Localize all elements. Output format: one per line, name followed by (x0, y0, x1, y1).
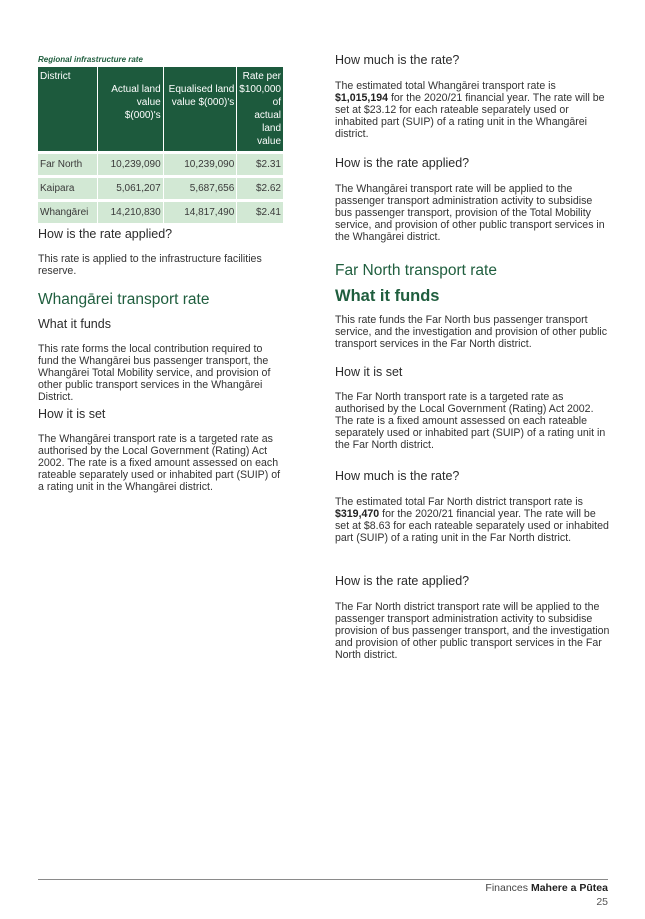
left-funds-text: This rate forms the local contribution required to fund the Whangārei bus passenger transport, the Whangārei Total Mobility service, and provision of other public transport services in the Whangārei District. (38, 343, 271, 403)
far-north-transport-heading: Far North transport rate (335, 262, 497, 279)
right-applied2-text: The Far North district transport rate will be applied to the passenger transport administration activity to subsidise provision of bus passenger transport, and the investigation and provision of other public transport services in the Far North district. (335, 601, 610, 661)
right-much-text: The estimated total Whangārei transport rate is $1,015,194 for the 2020/21 financial year. The rate will be set at $23.12 for each rateable separately used or inhabited part (SUIP) of a rating unit in the Whangārei district. (335, 80, 605, 140)
whangarei-transport-heading: Whangārei transport rate (38, 291, 210, 308)
header-rate-per-100000: Rate per $100,000 of actual land value (237, 67, 283, 153)
cell-rate: $2.62 (237, 177, 283, 201)
header-district: District (38, 67, 97, 153)
cell-equalised: 10,239,090 (163, 153, 237, 177)
left-applied-text: This rate is applied to the infrastructure facilities reserve. (38, 253, 262, 277)
right-set-heading: How it is set (335, 365, 403, 379)
right-much2-heading: How much is the rate? (335, 469, 460, 483)
cell-actual: 5,061,207 (97, 177, 163, 201)
table-row (38, 201, 283, 224)
header-actual-land-value: Actual land value $(000)'s (97, 67, 163, 153)
right-funds-heading: What it funds (335, 287, 440, 305)
right-applied-text: The Whangārei transport rate will be applied to the passenger transport administration activity to subsidise bus passenger transport, provision of the Total Mobility service, and provision of other public transport services in the Whangārei district. (335, 183, 605, 243)
far-north-amount: $319,470 (335, 508, 380, 520)
footer-divider (38, 879, 608, 880)
right-much2-text: The estimated total Far North district transport rate is $319,470 for the 2020/21 financial year. The rate will be set at $8.63 for each rateable separately used or inhabited part (SUIP) of a rating unit in the Far North district. (335, 496, 609, 544)
header-equalised-land-value: Equalised land value $(000)'s (163, 67, 237, 153)
cell-district: Far North (38, 153, 97, 177)
cell-district: Kaipara (38, 177, 97, 201)
left-set-heading: How it is set (38, 407, 106, 421)
cell-equalised: 14,817,490 (163, 201, 237, 224)
right-much-heading: How much is the rate? (335, 53, 460, 67)
right-applied-heading: How is the rate applied? (335, 156, 470, 170)
footer-section: Finances Mahere a Pūtea (485, 882, 608, 894)
cell-district: Whangārei (38, 201, 97, 224)
right-set-text: The Far North transport rate is a targeted rate as authorised by the Local Government (Rating) Act 2002. The rate is a fixed amount assessed on each rateable separately used or inhabited part (SUIP) of a rating unit in the Far North district. (335, 391, 606, 451)
cell-actual: 14,210,830 (97, 201, 163, 224)
left-set-text: The Whangārei transport rate is a targeted rate as authorised by the Local Government (Rating) Act 2002. The rate is a fixed amount assessed on each rateable separately used or inhabited part (SUIP) of a rating unit in the Whangārei district. (38, 433, 281, 493)
cell-rate: $2.41 (237, 201, 283, 224)
table-header-row (38, 67, 283, 153)
right-applied2-heading: How is the rate applied? (335, 574, 470, 588)
left-funds-heading: What it funds (38, 317, 111, 331)
cell-actual: 10,239,090 (97, 153, 163, 177)
table-row (38, 177, 283, 201)
cell-rate: $2.31 (237, 153, 283, 177)
whangarei-amount: $1,015,194 (335, 92, 389, 104)
table-row (38, 153, 283, 177)
cell-equalised: 5,687,656 (163, 177, 237, 201)
page-number: 25 (596, 896, 608, 908)
table-caption: Regional infrastructure rate (38, 55, 143, 64)
right-funds-text: This rate funds the Far North bus passenger transport service, and the investigation and provision of other public transport services in the Far North district. (335, 314, 608, 350)
left-applied-heading: How is the rate applied? (38, 227, 173, 241)
regional-infrastructure-rate-table (38, 67, 283, 223)
